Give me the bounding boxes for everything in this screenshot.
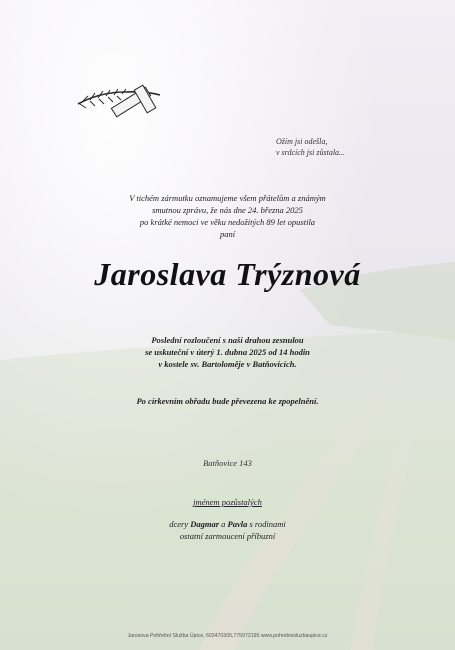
farewell-line-1: Poslední rozloučení s naší drahou zesnulou [151,335,304,345]
deceased-name: Jaroslava Trýznová [94,256,361,292]
intro-line-3: po krátké nemoci ve věku nedožitých 89 let opustila [139,217,316,227]
conjunction: a [221,519,226,529]
address: Batňovice 143 [203,458,252,468]
intro-line-2: smutnou zprávu, že nás dne 24. března 2025 [152,205,303,215]
daughters-prefix: dcery [169,519,189,529]
on-behalf-label [0,497,455,507]
palm-cross-icon [78,85,160,117]
funeral-service-footer: Jarosova Pohřební Služba Úpice, 603470305,775972195 www.pohrebnisluzbaupice.cz [127,633,328,639]
daughter-1: Dagmar [190,519,220,529]
farewell-line-3: v kostele sv. Bartoloměje v Batňovicích. [158,359,297,369]
intro-line-1: V tichém zármutku oznamujeme všem přátelům a známým [129,193,326,203]
poem-line-2: v srdcích jsi zůstala... [276,148,346,157]
family-mourners [0,518,455,542]
poem-line-1: Ožím jsi odešla, [276,137,328,146]
cremation-note: Po církevním obřadu bude převezena ke zpopelnění. [136,396,319,406]
family-line-1 [0,518,455,530]
watermark: ·· ·· ·· [428,629,444,635]
announcement-intro [0,192,455,240]
daughters-suffix: s rodinami [249,519,286,529]
family-line-2: ostatní zarmoucení příbuzní [179,531,276,541]
farewell-info [0,334,455,370]
daughter-2: Pavla [227,519,248,529]
poem [276,136,345,158]
farewell-line-2: se uskuteční v úterý 1. dubna 2025 od 14 hodin [145,347,310,357]
intro-line-4: paní [219,229,236,239]
on-behalf-text: jménem pozůstalých [193,497,262,507]
